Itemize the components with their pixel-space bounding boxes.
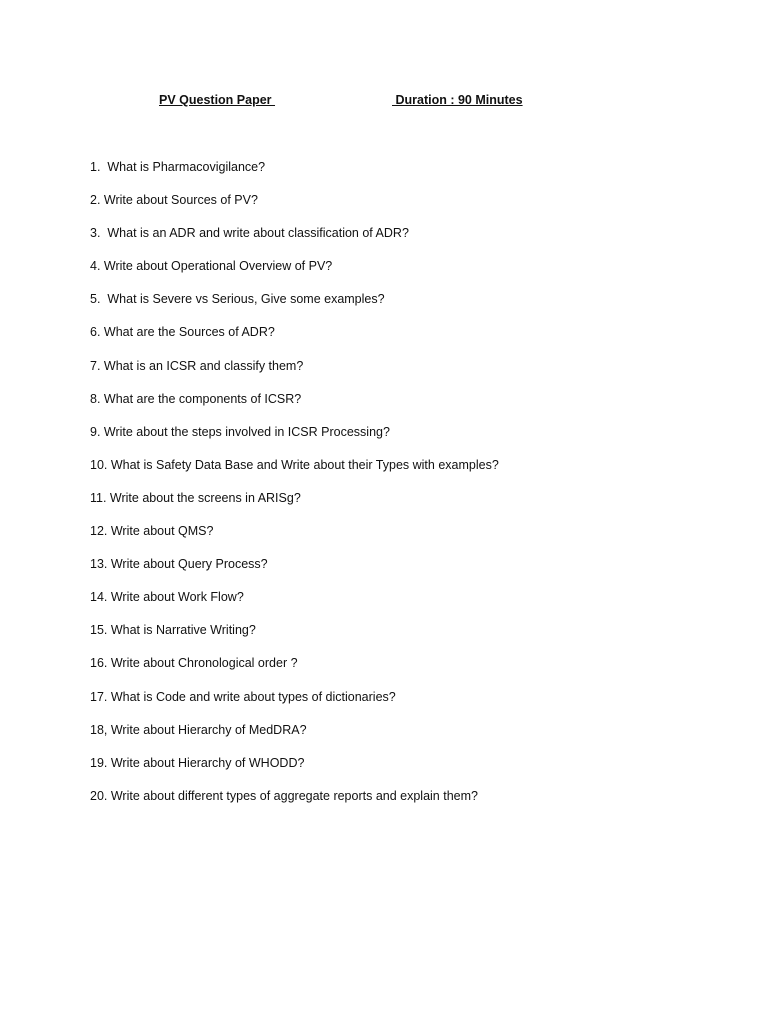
question-item: 19. Write about Hierarchy of WHODD?	[90, 755, 305, 770]
question-item: 3. What is an ADR and write about classification of ADR?	[90, 226, 409, 241]
question-item: 15. What is Narrative Writing?	[90, 623, 256, 638]
question-item: 10. What is Safety Data Base and Write about their Types with examples?	[90, 457, 499, 472]
question-item: 14. Write about Work Flow?	[90, 590, 244, 605]
paper-title: PV Question Paper	[159, 93, 276, 107]
question-item: 20. Write about different types of aggregate reports and explain them?	[90, 788, 478, 803]
paper-duration: Duration : 90 Minutes	[392, 93, 523, 107]
question-item: 16. Write about Chronological order ?	[90, 656, 298, 671]
question-item: 12. Write about QMS?	[90, 524, 214, 539]
question-item: 11. Write about the screens in ARISg?	[90, 490, 301, 505]
question-item: 5. What is Severe vs Serious, Give some examples?	[90, 292, 385, 307]
question-list	[90, 158, 499, 820]
question-item: 18, Write about Hierarchy of MedDRA?	[90, 722, 307, 737]
question-item: 17. What is Code and write about types of dictionaries?	[90, 689, 396, 704]
question-item: 7. What is an ICSR and classify them?	[90, 358, 304, 373]
question-item: 13. Write about Query Process?	[90, 557, 268, 572]
question-item: 4. Write about Operational Overview of PV?	[90, 259, 333, 274]
question-item: 1. What is Pharmacovigilance?	[90, 160, 266, 174]
question-item: 2. Write about Sources of PV?	[90, 193, 258, 208]
question-item: 8. What are the components of ICSR?	[90, 391, 302, 406]
question-item: 6. What are the Sources of ADR?	[90, 325, 275, 340]
question-item: 9. Write about the steps involved in ICSR Processing?	[90, 424, 390, 439]
